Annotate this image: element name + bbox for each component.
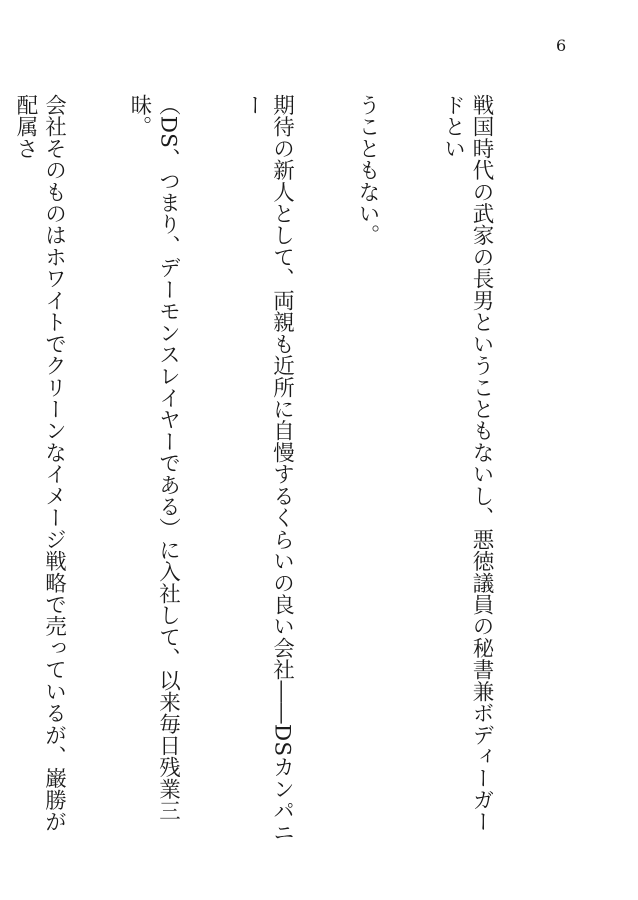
page-number: 6 [556, 36, 567, 55]
body-text [0, 94, 552, 854]
text-line: （DS、つまり、デーモンスレイヤーである）に入社して、以来毎日残業三昧。 [127, 94, 181, 822]
text-line: うこともない。 [355, 94, 380, 247]
text-line: 期待の新人として、両親も近所に自慢するくらいの良い会社――DSカンパニー [241, 94, 295, 844]
text-line: 戦国時代の武家の長男ということもないし、悪徳議員の秘書兼ボディーガードとい [440, 94, 494, 833]
text-line: 会社そのものはホワイトでクリーンなイメージ戦略で売っているが、巌勝が配属さ [13, 94, 67, 833]
